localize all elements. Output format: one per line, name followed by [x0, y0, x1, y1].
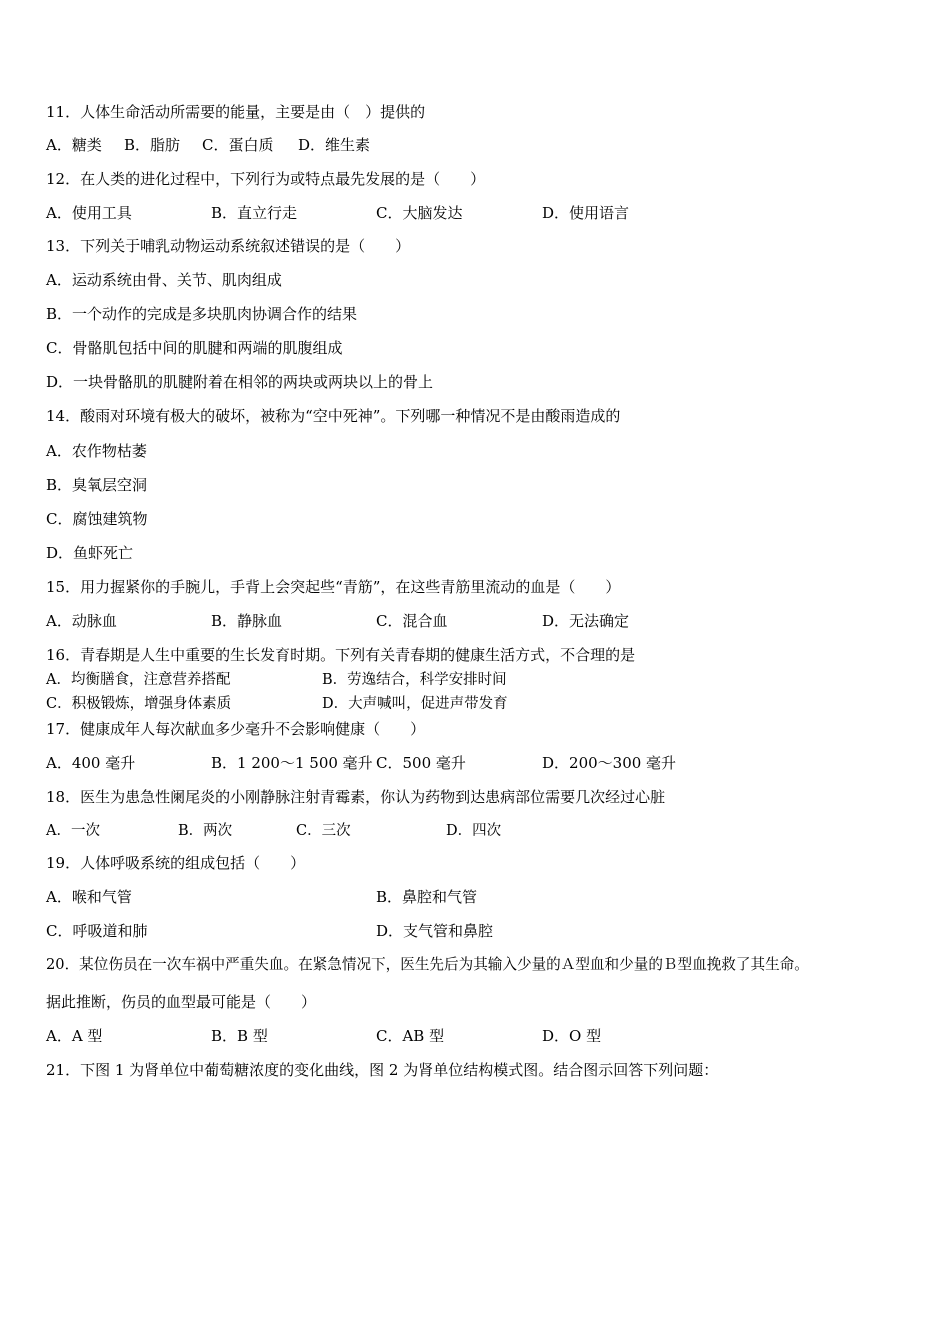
- question-20-stem: 20．某位伤员在一次车祸中严重失血。在紧急情况下，医生先后为其输入少量的Ａ型血和少量的Ｂ型血挽救了其生命。: [46, 956, 809, 973]
- q14-option-a: A．农作物枯萎: [46, 442, 147, 460]
- q13-option-c: C．骨骼肌包括中间的肌腱和两端的肌腹组成: [46, 339, 343, 357]
- q13-option-d: D．一块骨骼肌的肌腱附着在相邻的两块或两块以上的骨上: [46, 373, 434, 391]
- q11-option-d: D．维生素: [298, 136, 371, 154]
- q15-option-b: B．静脉血: [211, 612, 283, 630]
- q15-option-c: C．混合血: [376, 612, 448, 630]
- q18-option-b: B．两次: [178, 823, 233, 839]
- q19-option-b: B．鼻腔和气管: [376, 888, 478, 906]
- question-12-stem: 12．在人类的进化过程中，下列行为或特点最先发展的是（ ）: [46, 170, 486, 188]
- question-20-stem-cont: 据此推断，伤员的血型最可能是（ ）: [46, 993, 317, 1011]
- q17-option-b: B．1 200～1 500 毫升: [211, 754, 373, 772]
- q11-option-a: A．糖类: [46, 136, 102, 154]
- q16-option-a: A．均衡膳食，注意营养搭配: [46, 672, 231, 688]
- q12-option-d: D．使用语言: [542, 204, 630, 222]
- q12-option-b: B．直立行走: [211, 204, 298, 222]
- q16-option-c: C．积极锻炼，增强身体素质: [46, 696, 232, 712]
- q18-option-d: D．四次: [446, 823, 502, 839]
- q19-option-d: D．支气管和鼻腔: [376, 922, 494, 940]
- q20-option-c: C．AB 型: [376, 1027, 445, 1045]
- question-17-stem: 17．健康成年人每次献血多少毫升不会影响健康（ ）: [46, 720, 426, 738]
- q14-option-b: B．臭氧层空洞: [46, 476, 148, 494]
- q15-option-a: A．动脉血: [46, 612, 117, 630]
- q20-option-b: B．B 型: [211, 1027, 268, 1045]
- q18-option-a: A．一次: [46, 823, 100, 839]
- q19-option-a: A．喉和气管: [46, 888, 132, 906]
- q16-option-d: D．大声喊叫，促进声带发育: [322, 696, 508, 712]
- q14-option-c: C．腐蚀建筑物: [46, 510, 148, 528]
- question-11-stem: 11．人体生命活动所需要的能量，主要是由（ ）提供的: [46, 103, 426, 121]
- q11-option-b: B．脂肪: [124, 136, 181, 154]
- q14-option-d: D．鱼虾死亡: [46, 544, 134, 562]
- q17-option-a: A．400 毫升: [46, 754, 136, 772]
- q20-option-d: D．O 型: [542, 1027, 602, 1045]
- q13-option-b: B．一个动作的完成是多块肌肉协调合作的结果: [46, 305, 358, 323]
- q15-option-d: D．无法确定: [542, 612, 630, 630]
- q18-option-c: C．三次: [296, 823, 351, 839]
- q16-option-b: B．劳逸结合，科学安排时间: [322, 672, 507, 688]
- question-13-stem: 13．下列关于哺乳动物运动系统叙述错误的是（ ）: [46, 237, 411, 255]
- question-18-stem: 18．医生为患急性阑尾炎的小刚静脉注射青霉素，你认为药物到达患病部位需要几次经过心脏: [46, 788, 666, 806]
- q11-option-c: C．蛋白质: [202, 136, 274, 154]
- q17-option-c: C．500 毫升: [376, 754, 466, 772]
- question-21-stem: 21．下图 1 为肾单位中葡萄糖浓度的变化曲线，图 2 为肾单位结构模式图。结合图示回答下列问题：: [46, 1061, 719, 1079]
- question-15-stem: 15．用力握紧你的手腕儿，手背上会突起些“青筋”，在这些青筋里流动的血是（ ）: [46, 578, 621, 596]
- q12-option-c: C．大脑发达: [376, 204, 463, 222]
- question-16-stem: 16．青春期是人生中重要的生长发育时期。下列有关青春期的健康生活方式，不合理的是: [46, 646, 636, 664]
- question-14-stem: 14．酸雨对环境有极大的破坏，被称为“空中死神”。下列哪一种情况不是由酸雨造成的: [46, 407, 621, 425]
- q17-option-d: D．200～300 毫升: [542, 754, 677, 772]
- q13-option-a: A．运动系统由骨、关节、肌肉组成: [46, 271, 282, 289]
- q19-option-c: C．呼吸道和肺: [46, 922, 148, 940]
- q20-option-a: A．A 型: [46, 1027, 103, 1045]
- q12-option-a: A．使用工具: [46, 204, 132, 222]
- question-19-stem: 19．人体呼吸系统的组成包括（ ）: [46, 854, 306, 872]
